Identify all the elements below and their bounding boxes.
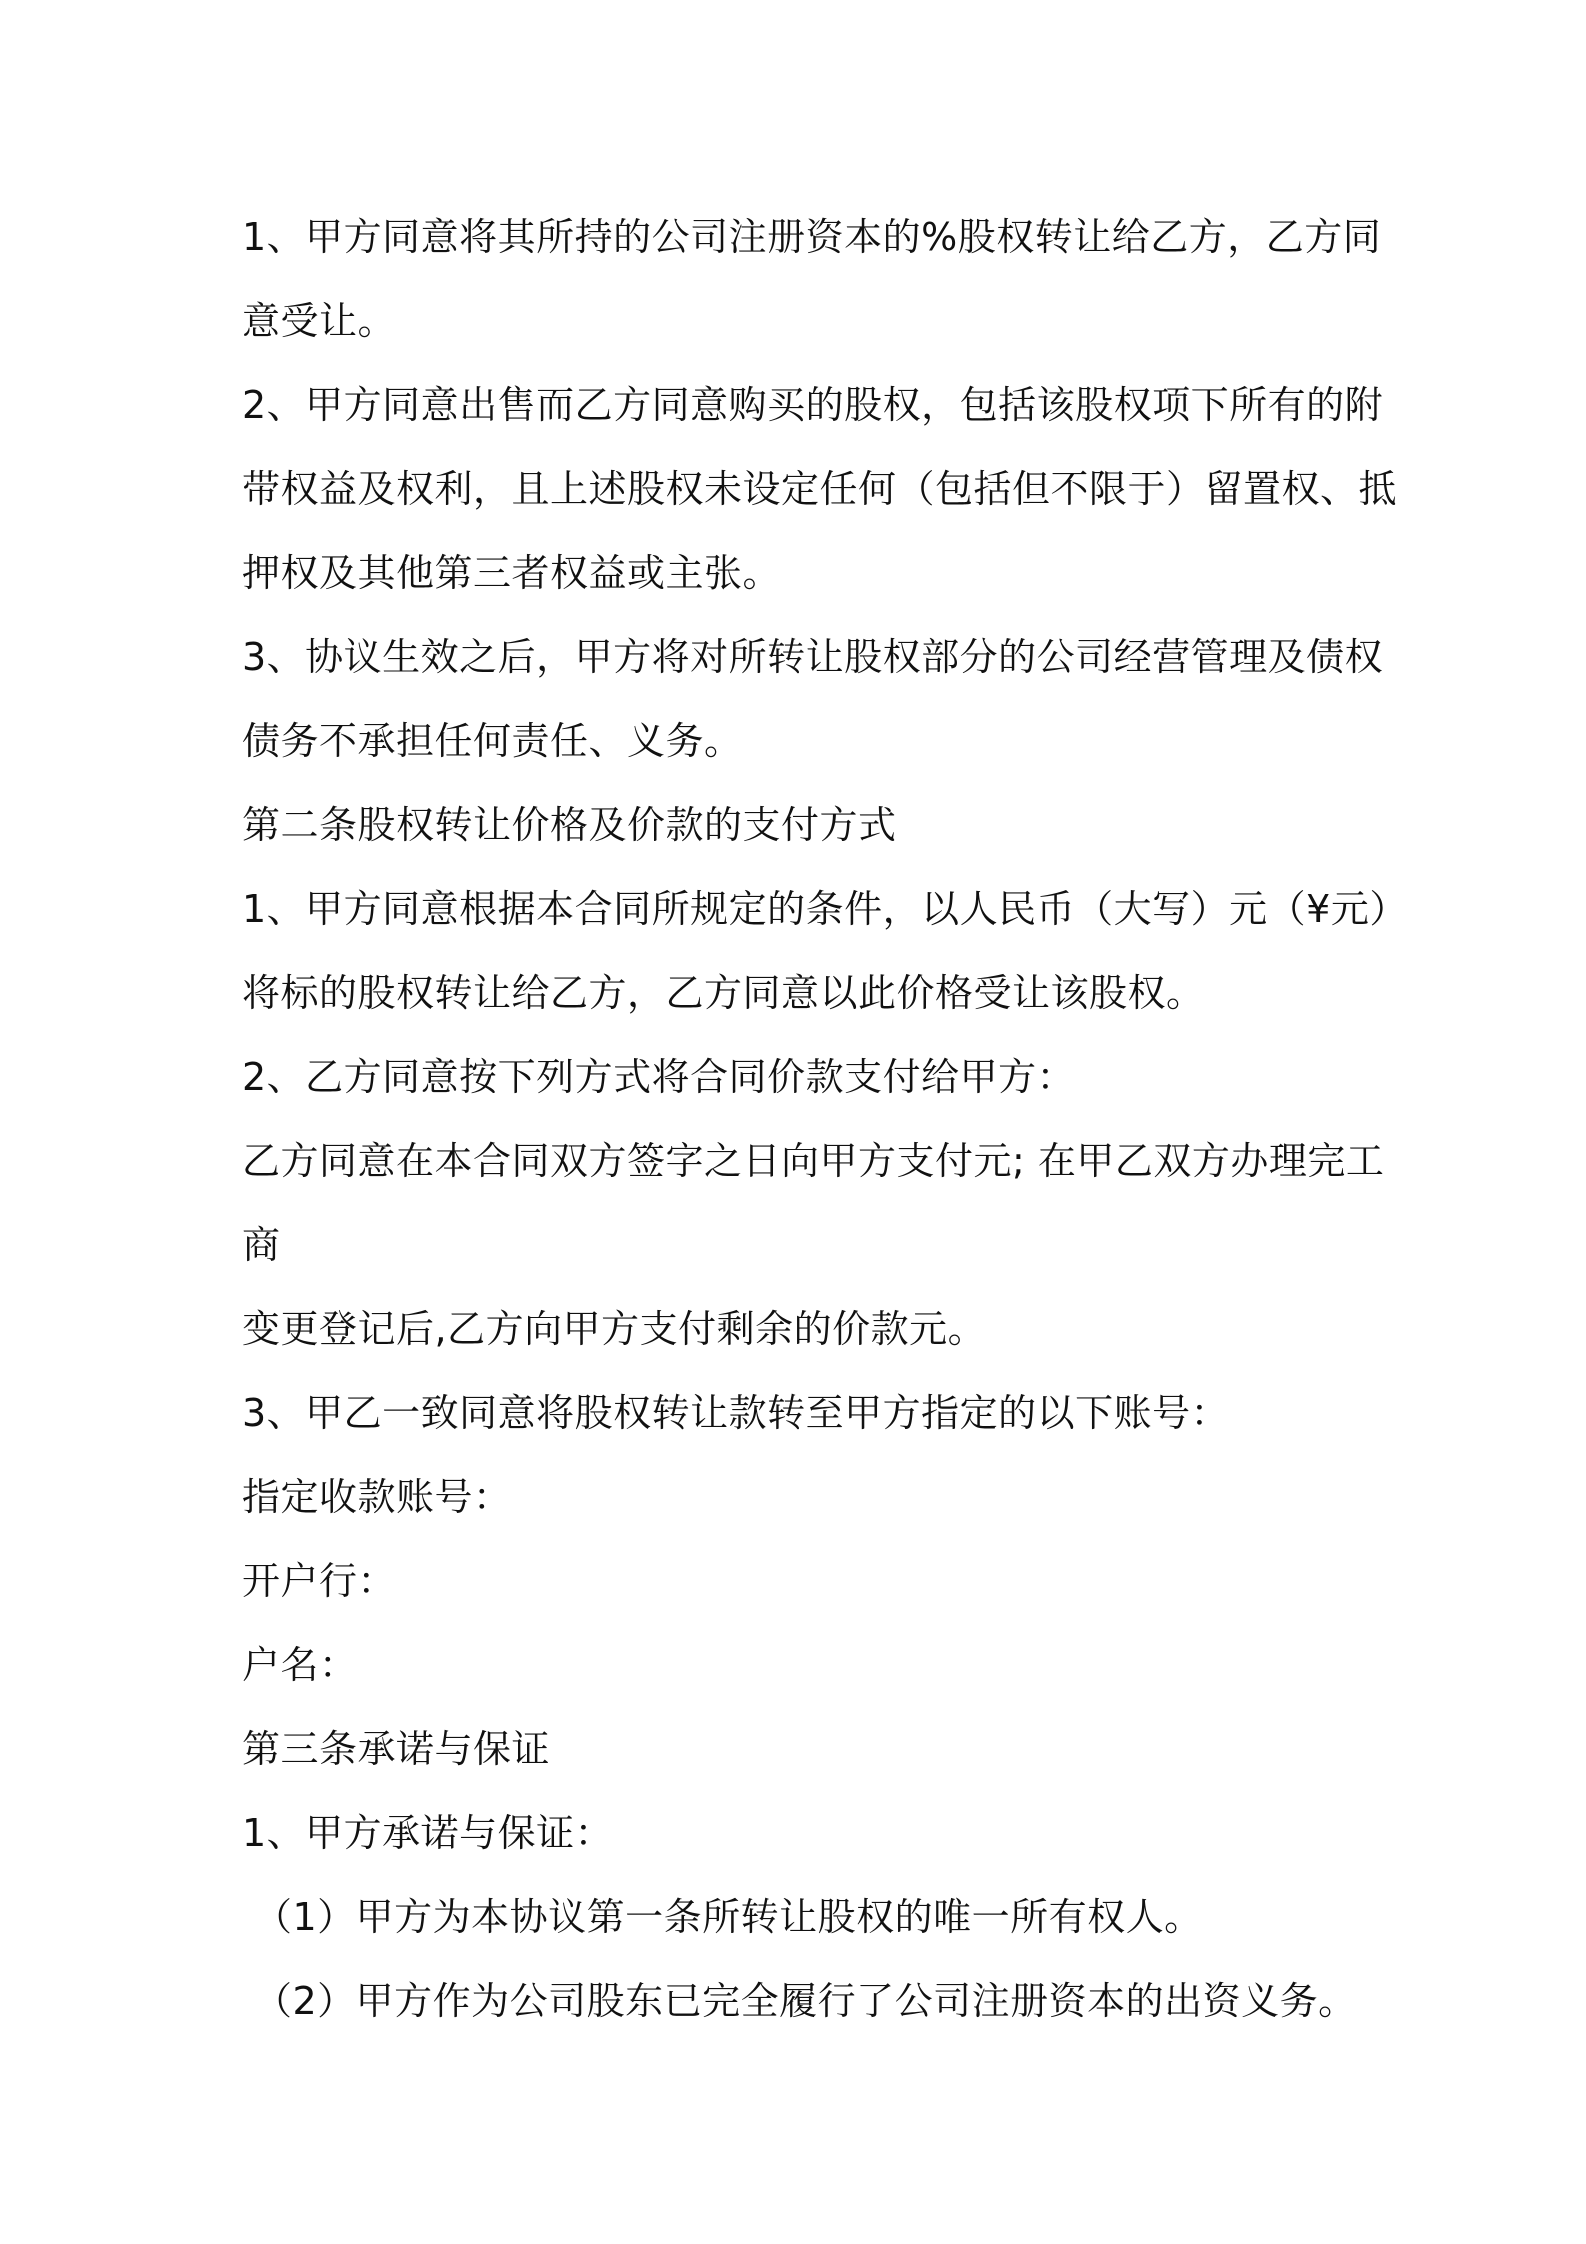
account-name-label: 户名： [242, 1643, 358, 1687]
text-line: 3、甲乙一致同意将股权转让款转至甲方指定的以下账号： [242, 1391, 1230, 1435]
document-page [242, 195, 1408, 2043]
text-line: 2、甲方同意出售而乙方同意购买的股权，包括该股权项下所有的附 [242, 383, 1384, 427]
text-line: 意受让。 [242, 299, 397, 343]
account-number-label: 指定收款账号： [242, 1475, 512, 1519]
text-line: 变更登记后,乙方向甲方支付剩余的价款元。 [242, 1307, 987, 1351]
text-line: 带权益及权利，且上述股权未设定任何（包括但不限于）留置权、抵 [242, 467, 1398, 511]
text-line: 2、乙方同意按下列方式将合同价款支付给甲方： [242, 1055, 1076, 1099]
text-line: 商 [242, 1223, 281, 1267]
text-line: 1、甲方同意根据本合同所规定的条件，以人民币（大写）元（¥元） [242, 887, 1408, 931]
text-line: （2）甲方作为公司股东已完全履行了公司注册资本的出资义务。 [254, 1979, 1357, 2023]
text-line: （1）甲方为本协议第一条所转让股权的唯一所有权人。 [254, 1895, 1203, 1939]
text-line: 乙方同意在本合同双方签字之日向甲方支付元; 在甲乙双方办理完工 [242, 1139, 1385, 1183]
text-line: 3、协议生效之后，甲方将对所转让股权部分的公司经营管理及债权 [242, 635, 1384, 679]
text-line: 押权及其他第三者权益或主张。 [242, 551, 782, 595]
section-heading: 第二条股权转让价格及价款的支付方式 [242, 803, 897, 847]
text-line: 债务不承担任何责任、义务。 [242, 719, 743, 763]
text-line: 1、甲方同意将其所持的公司注册资本的%股权转让给乙方，乙方同 [242, 215, 1382, 259]
text-line: 将标的股权转让给乙方，乙方同意以此价格受让该股权。 [242, 971, 1205, 1015]
section-heading: 第三条承诺与保证 [242, 1727, 551, 1771]
text-line: 1、甲方承诺与保证： [242, 1811, 614, 1855]
bank-label: 开户行： [242, 1559, 397, 1603]
